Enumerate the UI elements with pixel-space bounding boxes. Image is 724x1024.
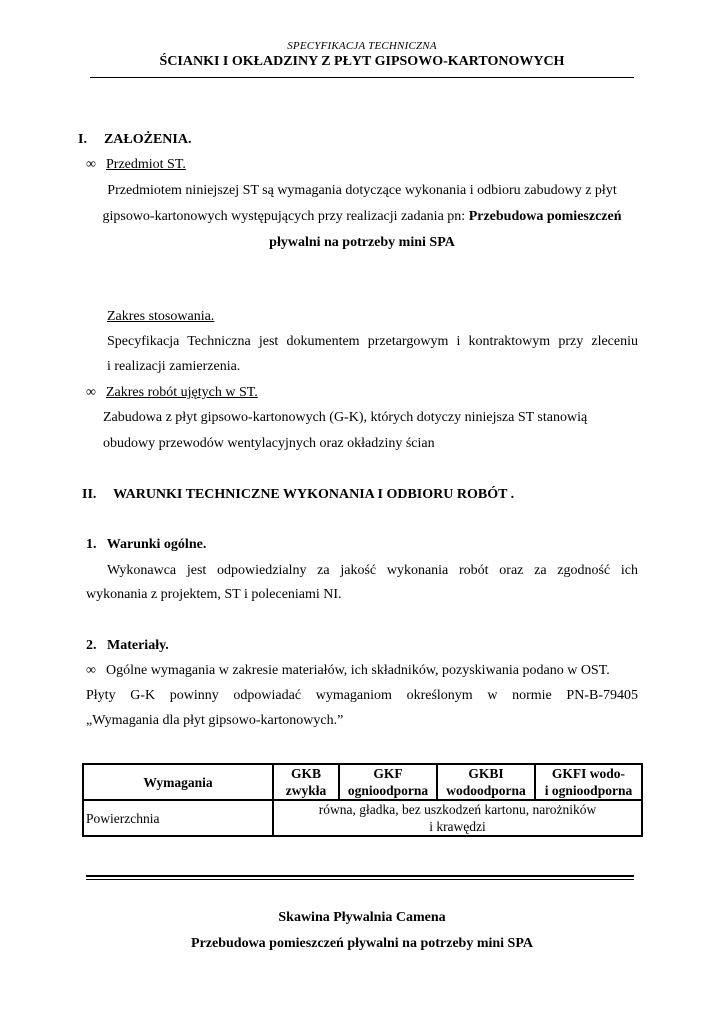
- przedmiot-line-1: Przedmiotem niniejszej ST są wymagania dotyczące wykonania i odbioru zabudowy z płyt: [107, 183, 617, 198]
- bullet-icon: ∞: [86, 157, 96, 172]
- przedmiot-line-3: pływalni na potrzeby mini SPA: [269, 235, 455, 250]
- table-header-cell: [273, 764, 339, 800]
- table-header-row: [83, 764, 642, 800]
- przedmiot-line-2-text: gipsowo-kartonowych występujących przy realizacji zadania pn:: [102, 209, 466, 224]
- table-header-cell: [339, 764, 437, 800]
- header-line: ognioodporna: [347, 783, 429, 798]
- table-cell: [273, 800, 642, 836]
- cell-line: równa, gładka, bez uszkodzeń kartonu, narożników: [318, 802, 597, 817]
- przedmiot-line-2: [86, 207, 638, 227]
- header-line: GKB: [290, 766, 321, 781]
- sub-1-line-2: wykonania z projektem, ST i poleceniami NI.: [86, 587, 342, 602]
- bullet-icon: ∞: [86, 385, 96, 400]
- cell-line: i krawędzi: [429, 819, 486, 834]
- robot-line-1: Zabudowa z płyt gipsowo-kartonowych (G-K), których dotyczy niniejsza ST stanowią: [103, 410, 588, 425]
- sub-2-bullet-text: Ogólne wymagania w zakresie materiałów, ich składników, pozyskiwania podano w OST.: [106, 663, 610, 678]
- table-cell: Powierzchnia: [83, 800, 273, 836]
- zakres-line-2: i realizacji zamierzenia.: [107, 359, 241, 374]
- section-2-number: II.: [82, 487, 97, 502]
- sub-1-title: 1. Warunki ogólne.: [86, 537, 207, 552]
- header-line: GKBI: [468, 766, 504, 781]
- header-line: zwykła: [285, 783, 327, 798]
- footer-divider: [86, 879, 634, 880]
- table-header-cell: [437, 764, 535, 800]
- zakres-label: Zakres stosowania.: [107, 309, 215, 324]
- section-1-heading: [78, 130, 191, 150]
- robot-heading: [86, 383, 258, 403]
- sub-2-line-1: [86, 661, 610, 681]
- table-row: [83, 800, 642, 836]
- header-divider: [90, 77, 634, 78]
- robot-line-2: obudowy przewodów wentylacyjnych oraz okładziny ścian: [103, 436, 435, 451]
- footer-divider: [86, 875, 634, 877]
- footer-line-2: Przebudowa pomieszczeń pływalni na potrzeby mini SPA: [191, 936, 533, 951]
- przedmiot-heading: [86, 155, 186, 175]
- section-2-heading: [82, 485, 514, 505]
- header-line: GKF: [373, 766, 403, 781]
- section-1-number: I.: [78, 132, 87, 147]
- zakres-line-1: Specyfikacja Techniczna jest dokumentem przetargowym i kontraktowym przy zleceniu: [107, 334, 638, 349]
- table-header-cell: Wymagania: [83, 764, 273, 800]
- sub-1-line-1: Wykonawca jest odpowiedzialny za jakość wykonania robót oraz za zgodność ich: [107, 563, 638, 578]
- header-line: wodoodporna: [446, 783, 526, 798]
- footer-line-1: Skawina Pływalnia Camena: [278, 910, 446, 925]
- bullet-icon: ∞: [86, 663, 96, 678]
- table-header-cell: [535, 764, 642, 800]
- przedmiot-label: Przedmiot ST.: [106, 157, 186, 172]
- section-1-title: ZAŁOŻENIA.: [103, 132, 192, 147]
- robot-label: Zakres robót ujętych w ST.: [106, 385, 258, 400]
- przedmiot-line-2-bold: Przebudowa pomieszczeń: [468, 209, 622, 224]
- sub-2-line-2: Płyty G-K powinny odpowiadać wymaganiom określonym w normie PN-B-79405: [86, 688, 638, 703]
- sub-2-title: 2. Materiały.: [86, 638, 169, 653]
- section-2-title: WARUNKI TECHNICZNE WYKONANIA I ODBIORU ROBÓT .: [113, 487, 515, 502]
- header-title: ŚCIANKI I OKŁADZINY Z PŁYT GIPSOWO-KARTONOWYCH: [159, 54, 565, 69]
- sub-2-line-3: „Wymagania dla płyt gipsowo-kartonowych.”: [86, 713, 344, 728]
- header-line: GKFI wodo-: [551, 766, 626, 781]
- header-line: i ognioodporna: [544, 783, 633, 798]
- header-subtitle: SPECYFIKACJA TECHNICZNA: [287, 40, 437, 52]
- requirements-table: [82, 763, 643, 837]
